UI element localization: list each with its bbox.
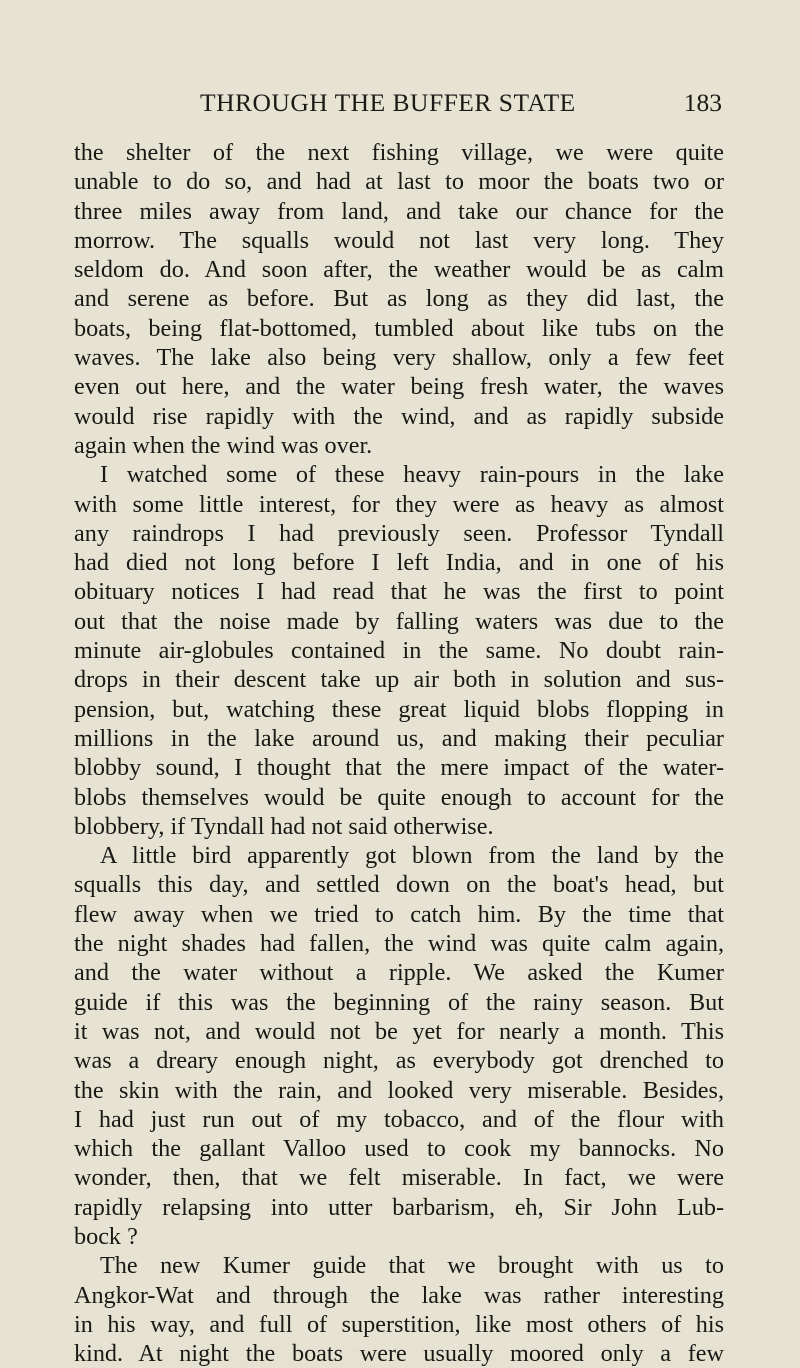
text-line: millions in the lake around us, and making their peculiar (74, 724, 724, 752)
text-line: had died not long before I left India, and in one of his (74, 549, 724, 577)
text-line: Angkor-Wat and through the lake was rather interesting (74, 1281, 724, 1309)
text-line: I had just run out of my tobacco, and of the flour with (74, 1105, 724, 1133)
page-header (74, 88, 722, 120)
text-line: obituary notices I had read that he was the first to point (74, 578, 724, 606)
text-line: in his way, and full of superstition, like most others of his (74, 1310, 724, 1338)
text-line: pension, but, watching these great liquid blobs flopping in (74, 695, 724, 723)
text-line: it was not, and would not be yet for nearly a month. This (74, 1017, 724, 1045)
text-line: which the gallant Valloo used to cook my bannocks. No (74, 1135, 724, 1163)
running-head: THROUGH THE BUFFER STATE (200, 88, 576, 117)
text-line: boats, being flat-bottomed, tumbled about like tubs on the (74, 314, 724, 342)
paragraph-start-line: The new Kumer guide that we brought with us to (100, 1252, 724, 1280)
text-line: blobby sound, I thought that the mere impact of the water- (74, 754, 724, 782)
text-line: blobs themselves would be quite enough to account for the (74, 783, 724, 811)
text-line: flew away when we tried to catch him. By the time that (74, 900, 724, 928)
body-text (74, 138, 724, 1368)
page-number: 183 (683, 88, 722, 117)
text-line: minute air-globules contained in the same. No doubt rain- (74, 637, 724, 665)
paragraph-start-line: A little bird apparently got blown from the land by the (100, 842, 724, 870)
text-line: wonder, then, that we felt miserable. In fact, we were (74, 1164, 724, 1192)
text-line: the skin with the rain, and looked very miserable. Besides, (74, 1076, 724, 1104)
text-line: kind. At night the boats were usually moored only a few (74, 1340, 724, 1368)
text-line: and the water without a ripple. We asked the Kumer (74, 959, 724, 987)
text-line: the night shades had fallen, the wind was quite calm again, (74, 930, 724, 958)
text-line: was a dreary enough night, as everybody got drenched to (74, 1047, 724, 1075)
text-line: and serene as before. But as long as they did last, the (74, 285, 724, 313)
text-line: bock ? (74, 1222, 138, 1250)
text-line: unable to do so, and had at last to moor the boats two or (74, 168, 724, 196)
text-line: even out here, and the water being fresh water, the waves (74, 373, 724, 401)
text-line: squalls this day, and settled down on the boat's head, but (74, 871, 724, 899)
text-line: the shelter of the next fishing village, we were quite (74, 139, 724, 166)
text-line: rapidly relapsing into utter barbarism, eh, Sir John Lub- (74, 1193, 724, 1221)
text-line: three miles away from land, and take our chance for the (74, 197, 724, 225)
text-line: seldom do. And soon after, the weather would be as calm (74, 256, 724, 284)
text-line: out that the noise made by falling waters was due to the (74, 607, 724, 635)
text-line: guide if this was the beginning of the rainy season. But (74, 988, 724, 1016)
text-line: with some little interest, for they were as heavy as almost (74, 490, 724, 518)
text-line: would rise rapidly with the wind, and as rapidly subside (74, 402, 724, 430)
text-line: again when the wind was over. (74, 431, 373, 459)
text-line: blobbery, if Tyndall had not said otherwise. (74, 812, 494, 840)
text-line: any raindrops I had previously seen. Professor Tyndall (74, 519, 724, 547)
text-line: morrow. The squalls would not last very long. They (74, 226, 724, 254)
paragraph-start-line: I watched some of these heavy rain-pours in the lake (100, 461, 724, 489)
text-line: drops in their descent take up air both in solution and sus- (74, 666, 724, 694)
text-line: waves. The lake also being very shallow, only a few feet (74, 344, 724, 372)
